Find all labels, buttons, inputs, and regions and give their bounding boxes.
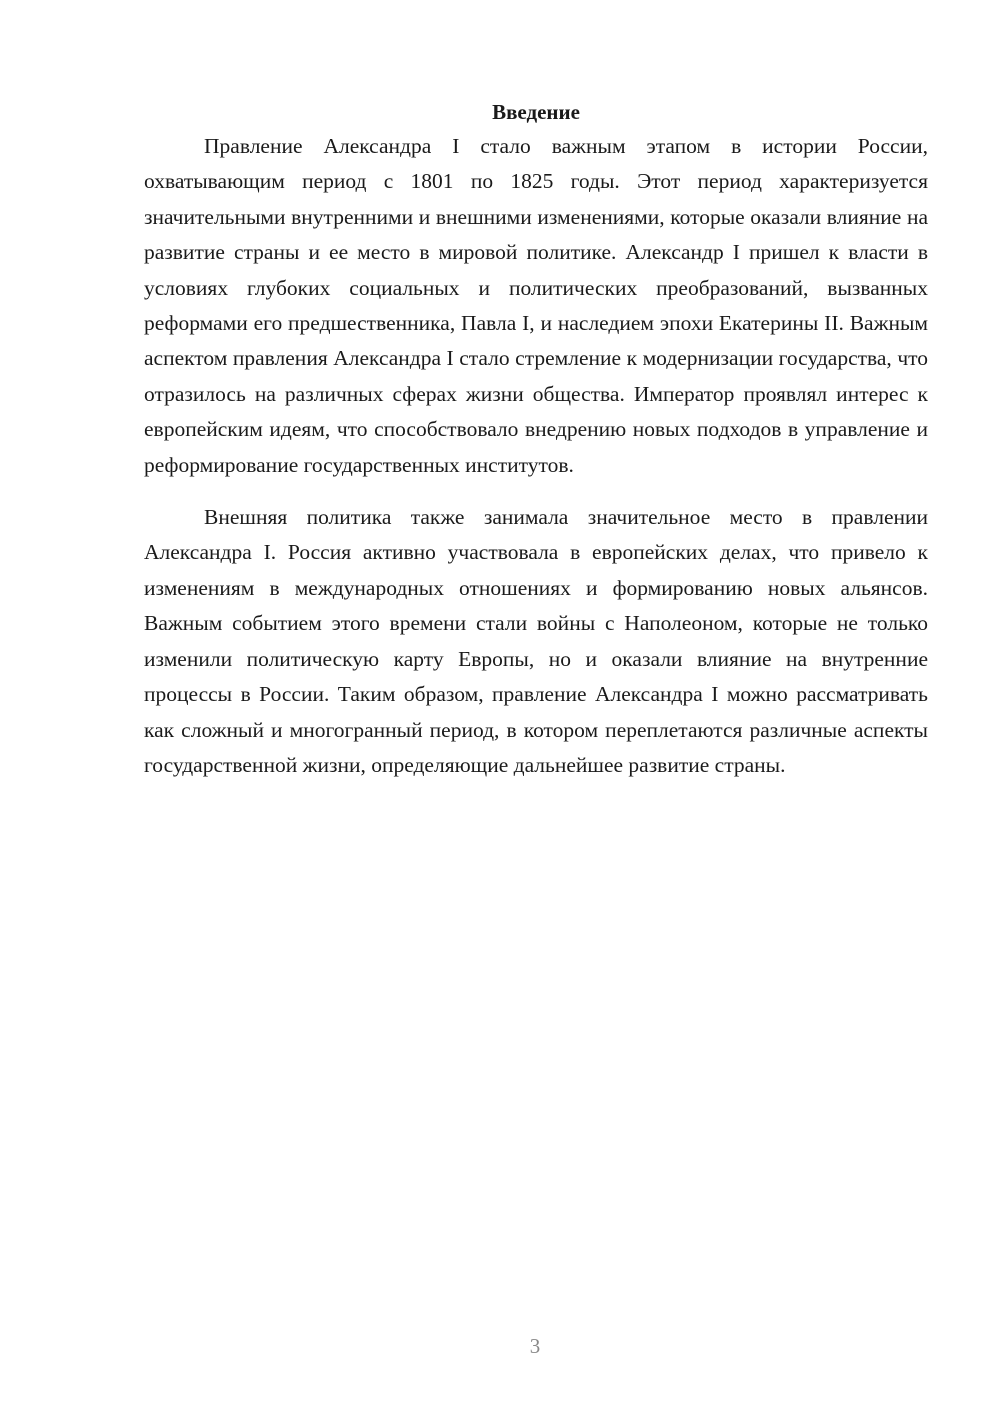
page-number: 3 bbox=[529, 1334, 541, 1358]
section-heading: Введение bbox=[492, 100, 580, 124]
paragraph-2: Внешняя политика также занимала значительное место в правлении Александра I. Россия активно участвовала в европейских делах, что привело к изменениям в международных отношениях и формированию новых альянсов. Важным событием этого времени стали войны с Наполеоном, которые не только изменили политическую карту Европы, но и оказали влияние на внутренние процессы в России. Таким образом, правление Александра I можно рассматривать как сложный и многогранный период, в котором переплетаются различные аспекты государственной жизни, определяющие дальнейшее развитие страны. bbox=[144, 505, 928, 777]
paragraph-1: Правление Александра I стало важным этапом в истории России, охватывающим период с 1801 по 1825 годы. Этот период характеризуется значительными внутренними и внешними изменениями, которые оказали влияние на развитие страны и ее место в мировой политике. Александр I пришел к власти в условиях глубоких социальных и политических преобразований, вызванных реформами его предшественника, Павла I, и наследием эпохи Екатерины II. Важным аспектом правления Александра I стало стремление к модернизации государства, что отразилось на различных сферах жизни общества. Император проявлял интерес к европейским идеям, что способствовало внедрению новых подходов в управление и реформирование государственных институтов. bbox=[144, 134, 928, 477]
page-content bbox=[144, 96, 928, 783]
